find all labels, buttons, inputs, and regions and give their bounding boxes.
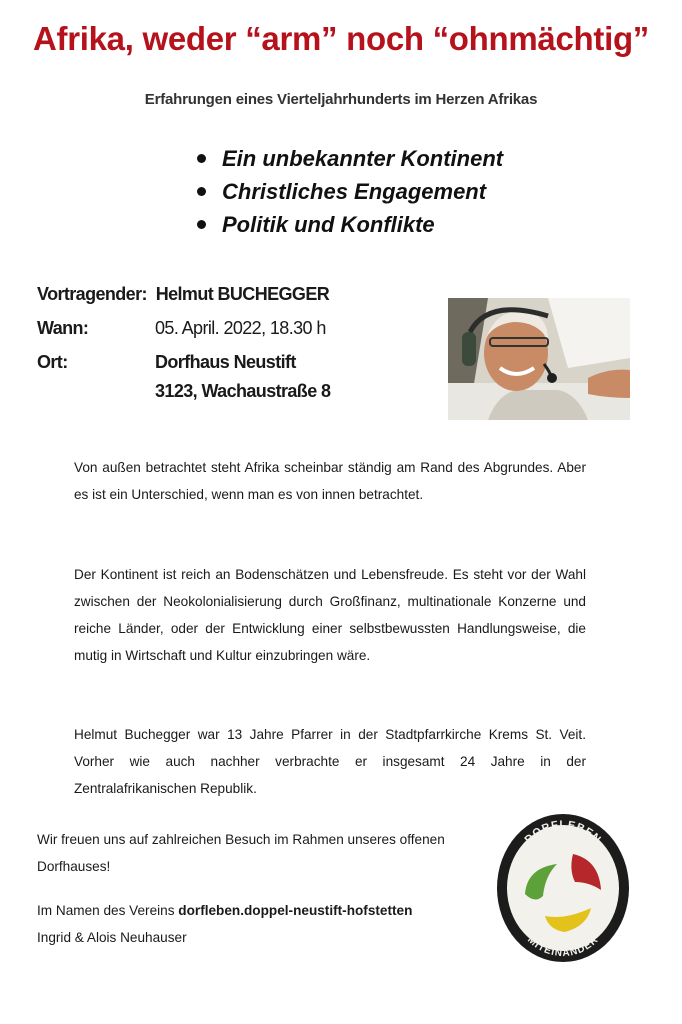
page-subtitle: Erfahrungen eines Vierteljahrhunderts im Herzen Afrikas	[144, 91, 538, 108]
signature-line	[37, 897, 517, 924]
portrait-photo	[448, 298, 630, 420]
topic-item	[197, 177, 503, 210]
topic-label: Politik und Konflikte	[222, 212, 435, 237]
speaker-line	[37, 284, 329, 305]
topic-list	[197, 144, 503, 243]
body-paragraph: Helmut Buchegger war 13 Jahre Pfarrer in der Stadtpfarrkirche Krems St. Veit. Vorher wie auch nachher verbrachte er insgesamt 24 Jahre in der Zentralafrikanischen Republik.	[74, 727, 586, 796]
page-title: Afrika, weder “arm” noch “ohnmächtig”	[32, 20, 649, 57]
portrait-illustration	[448, 298, 630, 420]
date-label: Wann:	[37, 318, 89, 338]
logo-bottom-text: MITEINANDER	[525, 934, 601, 960]
bullet-icon	[197, 220, 206, 229]
signers: Ingrid & Alois Neuhauser	[37, 930, 187, 945]
association-name: dorfleben.doppel-neustift-hofstetten	[178, 903, 413, 918]
speaker-name: Helmut BUCHEGGER	[155, 284, 330, 304]
dorfleben-logo	[495, 812, 631, 964]
signature-prefix: Im Namen des Vereins	[37, 903, 175, 918]
place-label: Ort:	[37, 352, 68, 372]
topic-item	[197, 144, 503, 177]
bullet-icon	[197, 154, 206, 163]
topic-label: Christliches Engagement	[222, 179, 487, 204]
bullet-icon	[197, 187, 206, 196]
body-paragraph: Der Kontinent ist reich an Bodenschätzen und Lebensfreude. Es steht vor der Wahl zwischen der Neokolonialisierung durch Großfinanz, multinationale Konzerne und reiche Länder, oder der Entwicklung einer selbstbewussten Handlungsweise, die mutig in Wirtschaft und Kultur einzubringen wäre.	[74, 567, 586, 663]
dorfleben-seal-icon	[495, 812, 631, 964]
logo-top-text: DORFLEBEN	[522, 818, 604, 847]
date-value: 05. April. 2022, 18.30 h	[155, 318, 326, 338]
place-address: 3123, Wachaustraße 8	[155, 381, 331, 401]
topic-label: Ein unbekannter Kontinent	[222, 146, 504, 171]
welcome-text: Wir freuen uns auf zahlreichen Besuch im Rahmen unseres offenen Dorfhauses!	[37, 832, 445, 874]
topic-item	[197, 210, 503, 243]
speaker-label: Vortragender:	[37, 284, 147, 304]
place-name: Dorfhaus Neustift	[155, 352, 296, 372]
body-paragraph: Von außen betrachtet steht Afrika scheinbar ständig am Rand des Abgrundes. Aber es ist ein Unterschied, wenn man es von innen betrachtet.	[74, 460, 586, 502]
